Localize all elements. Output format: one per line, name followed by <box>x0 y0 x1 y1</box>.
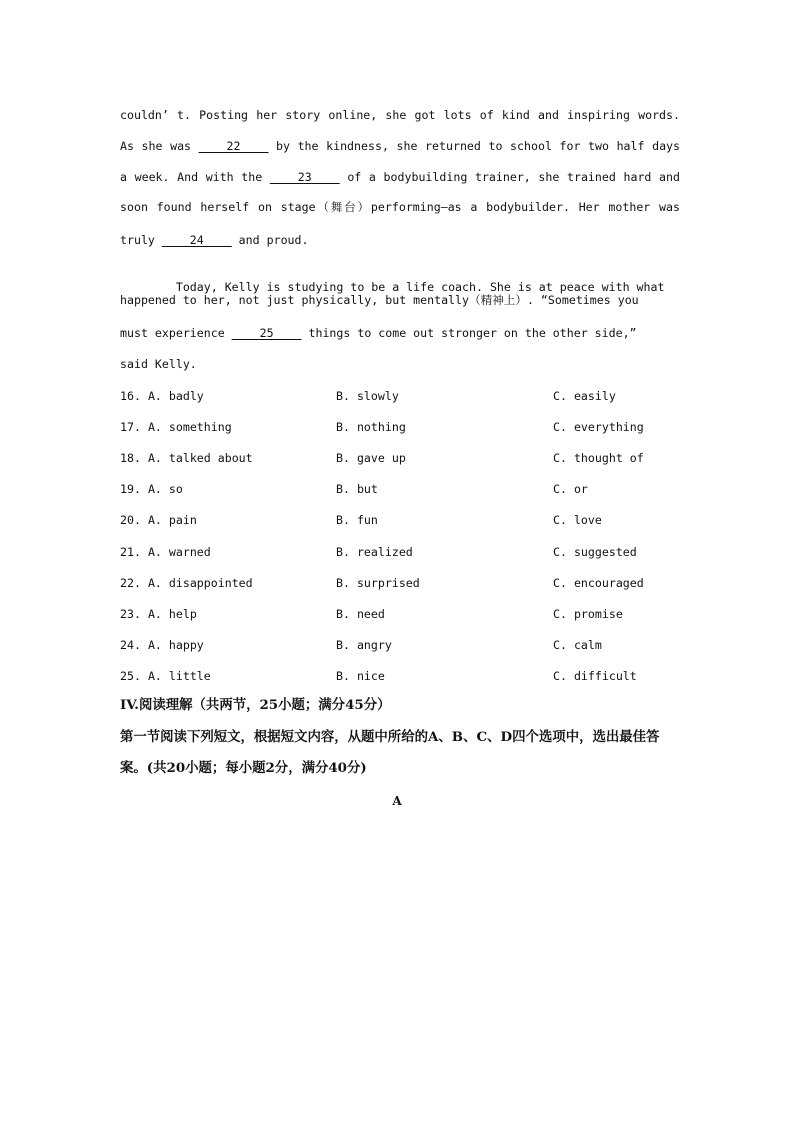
blank-22: ____22____ <box>198 139 269 153</box>
question-option-c: C. love <box>553 513 602 527</box>
blank-23: ____23____ <box>269 170 340 184</box>
question-option-c: C. encouraged <box>553 576 644 590</box>
question-option-b: B. need <box>336 607 385 621</box>
passage-line-5 <box>120 232 680 248</box>
question-option-a <box>120 637 204 653</box>
passage-line-7 <box>120 292 680 308</box>
question-number: 20. <box>120 513 141 527</box>
question-option-c: C. promise <box>553 607 623 621</box>
question-option-b: B. slowly <box>336 389 399 403</box>
question-option-c: C. suggested <box>553 545 637 559</box>
question-option-a <box>120 419 232 435</box>
passage-line-1 <box>120 107 680 123</box>
passage-letter: A <box>392 794 402 808</box>
question-option-c: C. easily <box>553 389 616 403</box>
question-option-b: B. nothing <box>336 420 406 434</box>
question-option-b: B. realized <box>336 545 413 559</box>
question-number: 19. <box>120 482 141 496</box>
passage-text: soon found herself on stage（舞台）performing—as a bodybuilder. Her mother was <box>120 200 680 214</box>
option-a-text: A. pain <box>147 513 197 527</box>
section-instruction-line-2: 案。(共20小题；每小题2分，满分40分) <box>120 760 367 776</box>
question-number: 23. <box>120 607 141 621</box>
passage-text: of a bodybuilding trainer, she trained hard and <box>339 170 680 184</box>
option-a-text: A. disappointed <box>147 576 253 590</box>
question-option-a <box>120 668 211 684</box>
question-number: 21. <box>120 545 141 559</box>
question-number: 16. <box>120 389 141 403</box>
section-title: IV.阅读理解（共两节，25小题；满分45分） <box>120 697 391 713</box>
blank-24: ____24____ <box>161 233 232 247</box>
question-option-c: C. thought of <box>553 451 644 465</box>
question-option-a <box>120 481 183 497</box>
question-option-c: C. difficult <box>553 669 637 683</box>
option-a-text: A. talked about <box>147 451 253 465</box>
passage-line-2 <box>120 138 680 154</box>
passage-text: a week. And with the <box>120 170 270 184</box>
question-option-b: B. angry <box>336 638 392 652</box>
question-number: 25. <box>120 669 141 683</box>
question-option-a <box>120 575 253 591</box>
option-a-text: A. help <box>147 607 197 621</box>
question-option-b: B. nice <box>336 669 385 683</box>
passage-text: said Kelly. <box>120 357 197 371</box>
passage-text: truly <box>120 233 162 247</box>
passage-text: by the kindness, she returned to school for two half days <box>268 139 681 153</box>
option-a-text: A. something <box>147 420 232 434</box>
question-number: 17. <box>120 420 141 434</box>
question-option-a <box>120 544 211 560</box>
option-a-text: A. warned <box>147 545 211 559</box>
passage-text: As she was <box>120 139 199 153</box>
passage-line-4 <box>120 199 680 215</box>
option-a-text: A. little <box>147 669 211 683</box>
passage-text: Today, Kelly is studying to be a life coach. She is at peace with what <box>147 280 665 294</box>
question-number: 18. <box>120 451 141 465</box>
passage-line-9 <box>120 356 680 372</box>
question-number: 24. <box>120 638 141 652</box>
question-option-c: C. everything <box>553 420 644 434</box>
question-option-c: C. or <box>553 482 588 496</box>
blank-25: ____25____ <box>231 326 302 340</box>
question-option-a <box>120 512 197 528</box>
question-number: 22. <box>120 576 141 590</box>
question-option-a <box>120 388 204 404</box>
question-option-b: B. fun <box>336 513 378 527</box>
passage-text: things to come out stronger on the other side,” <box>301 326 637 340</box>
passage-text: happened to her, not just physically, but mentally（精神上）. “Sometimes you <box>120 293 639 307</box>
question-option-c: C. calm <box>553 638 602 652</box>
question-option-b: B. surprised <box>336 576 420 590</box>
passage-text: and proud. <box>231 233 309 247</box>
passage-text: couldn’ t. Posting her story online, she got lots of kind and inspiring words. <box>120 108 680 122</box>
section-instruction-line-1: 第一节阅读下列短文，根据短文内容，从题中所给的A、B、C、D四个选项中，选出最佳答 <box>120 729 660 745</box>
passage-text: must experience <box>120 326 232 340</box>
question-option-b: B. but <box>336 482 378 496</box>
question-option-a <box>120 606 197 622</box>
option-a-text: A. happy <box>147 638 204 652</box>
passage-line-8 <box>120 325 680 341</box>
question-option-a <box>120 450 253 466</box>
option-a-text: A. badly <box>147 389 204 403</box>
question-option-b: B. gave up <box>336 451 406 465</box>
option-a-text: A. so <box>147 482 183 496</box>
passage-line-3 <box>120 169 680 185</box>
